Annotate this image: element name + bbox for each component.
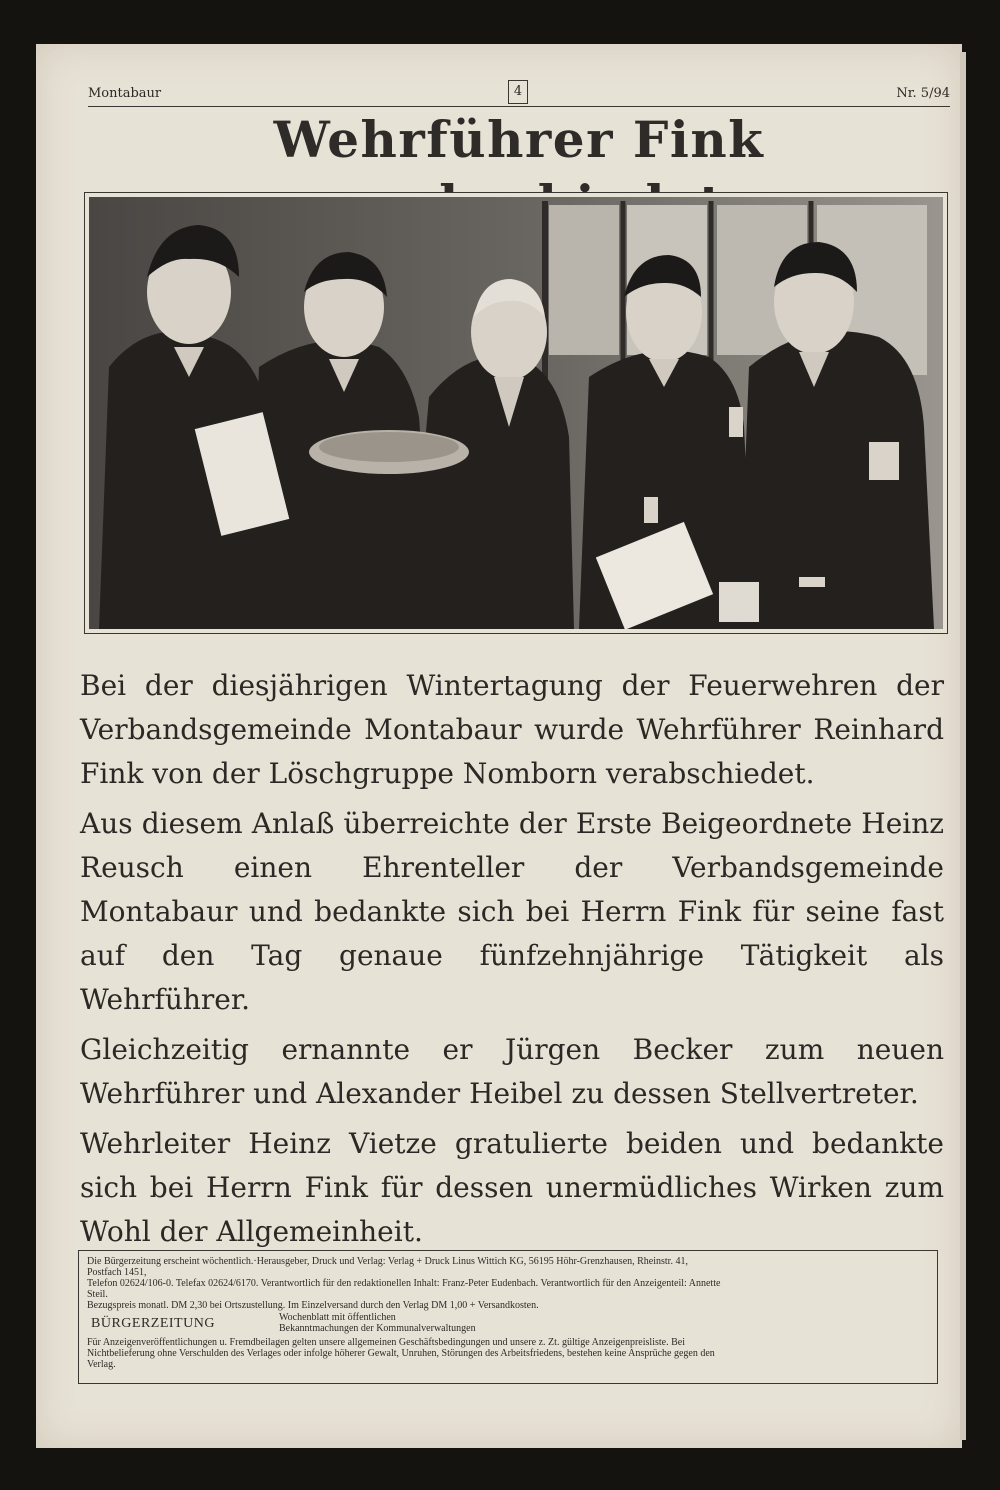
imprint-line: Telefon 02624/106-0. Telefax 02624/6170. Verantwortlich für den redaktionellen Inhalt: Franz-Peter Eudenbach. Verantwortlich für den Anzeigenteil: Annette <box>87 1278 721 1289</box>
imprint-line: Für Anzeigenveröffentlichungen u. Fremdbeilagen gelten unsere allgemeinen Geschäftsbedingungen und unsere z. Zt. gültige Anzeigenpreisliste. Bei <box>87 1337 685 1348</box>
imprint-line: Nichtbelieferung ohne Verschulden des Verlages oder infolge höherer Gewalt, Unruhen, Störungen des Arbeitsfriedens, bestehen keine Ansprüche gegen den <box>87 1348 715 1359</box>
photo-frame <box>84 192 948 634</box>
newspaper-name: BÜRGERZEITUNG <box>91 1316 215 1331</box>
issue-number: Nr. 5/94 <box>896 86 950 101</box>
imprint-brand-row <box>87 1312 931 1336</box>
imprint-line: Postfach 1451, <box>87 1267 147 1278</box>
page-number: 4 <box>508 80 528 104</box>
headline: Wehrführer Fink <box>273 110 765 169</box>
imprint-line: Die Bürgerzeitung erscheint wöchentlich.·Herausgeber, Druck und Verlag: Verlag + Druck Linus Wittich KG, 56195 Höhr-Grenzhausen, Rheinstr. 41, <box>87 1256 688 1267</box>
subtitle-line: Wochenblatt mit öffentlichen <box>279 1312 396 1323</box>
newspaper-subtitle <box>279 1312 476 1334</box>
imprint-box <box>78 1250 938 1384</box>
article-body <box>80 664 944 1260</box>
paragraph: Gleichzeitig ernannte er Jürgen Becker zum neuen Wehrführer und Alexander Heibel zu dessen Stellvertreter. <box>80 1033 944 1110</box>
imprint-line: Steil. <box>87 1289 108 1300</box>
page-header <box>88 84 950 107</box>
imprint-line: Verlag. <box>87 1359 116 1370</box>
subtitle-line: Bekanntmachungen der Kommunalverwaltungen <box>279 1323 476 1334</box>
paragraph: Bei der diesjährigen Wintertagung der Feuerwehren der Verbandsgemeinde Montabaur wurde Wehrführer Reinhard Fink von der Löschgruppe Nomborn verabschiedet. <box>80 669 944 790</box>
imprint-line: Bezugspreis monatl. DM 2,30 bei Ortszustellung. Im Einzelversand durch den Verlag DM 1,00 + Versandkosten. <box>87 1300 539 1311</box>
page-edge <box>960 52 966 1440</box>
group-photo-icon <box>89 197 943 629</box>
paragraph: Wehrleiter Heinz Vietze gratulierte beiden und bedankte sich bei Herrn Fink für dessen unermüdliches Wirken zum Wohl der Allgemeinheit. <box>80 1127 944 1248</box>
header-place: Montabaur <box>88 86 162 101</box>
paragraph: Aus diesem Anlaß überreichte der Erste Beigeordnete Heinz Reusch einen Ehrenteller der Verbandsgemeinde Montabaur und bedankte sich bei Herrn Fink für seine fast auf den Tag genaue fünfzehnjährige Tätigkeit als Wehrführer. <box>80 807 944 1016</box>
